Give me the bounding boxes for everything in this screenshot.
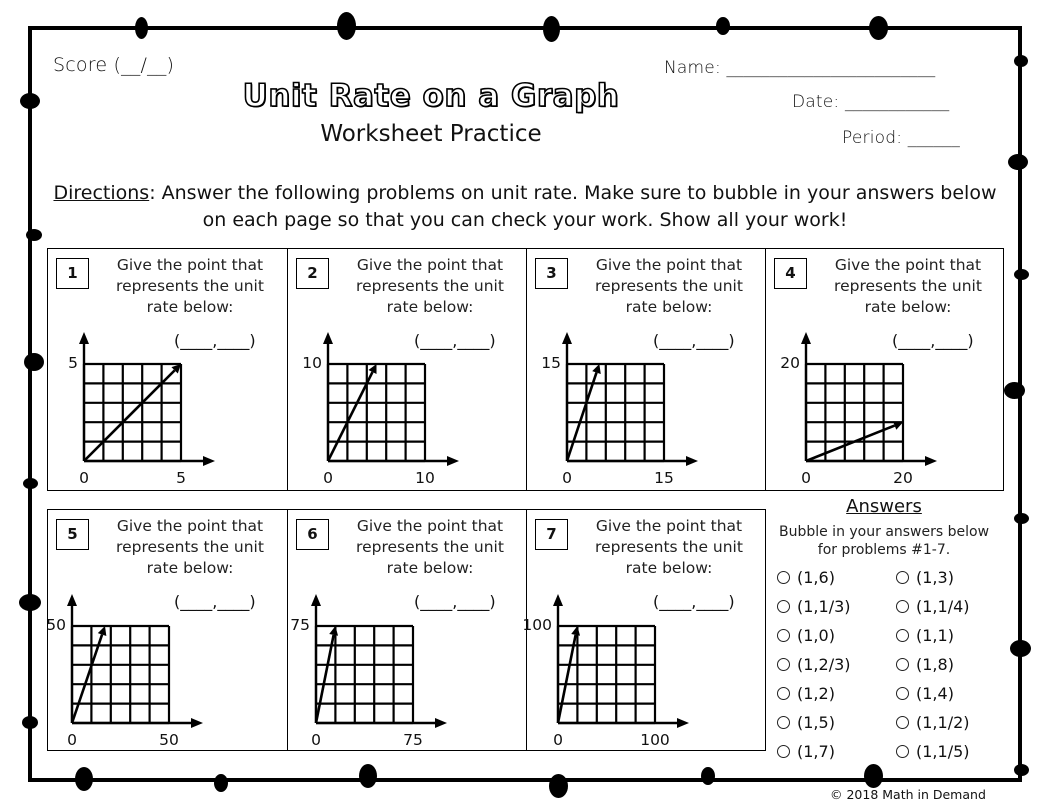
- problem-prompt: Give the point that represents the unit rate below:: [356, 517, 504, 577]
- border-dot-icon: [864, 764, 883, 788]
- y-axis-arrow-icon: [562, 332, 572, 344]
- problem-prompt: Give the point that represents the unit rate below:: [356, 256, 504, 316]
- problem-card-7: [522, 509, 766, 751]
- period-field[interactable]: Period: ______: [842, 128, 960, 148]
- problem-prompt: Give the point that represents the unit rate below:: [116, 517, 264, 577]
- answer-option-label: (1,1/3): [797, 597, 851, 616]
- directions-label: Directions: [53, 182, 150, 204]
- answer-option-label: (1,8): [916, 655, 954, 674]
- answer-option[interactable]: [777, 655, 851, 674]
- directions-text: : Answer the following problems on unit rate. Make sure to bubble in your answers below on each page so that you can check your work. Show all your work!: [149, 182, 997, 231]
- origin-label: 0: [801, 469, 811, 487]
- answer-blank[interactable]: (____,____): [653, 331, 735, 350]
- origin-label: 0: [67, 731, 77, 749]
- answer-option[interactable]: [896, 626, 954, 645]
- problem-card-6: [287, 509, 527, 751]
- answer-option-label: (1,1/5): [916, 742, 970, 761]
- answer-option[interactable]: [896, 713, 970, 732]
- coordinate-graph: [527, 510, 767, 752]
- answer-option-label: (1,3): [916, 568, 954, 587]
- bubble-radio-icon[interactable]: [777, 571, 790, 584]
- answer-option-label: (1,2): [797, 684, 835, 703]
- rate-line-arrow-icon: [98, 626, 107, 636]
- coordinate-graph: [48, 249, 289, 492]
- page-title: Unit Rate on a Graph: [242, 78, 620, 114]
- name-field[interactable]: Name: ________________________: [664, 58, 936, 78]
- border-dot-icon: [1008, 154, 1028, 170]
- answer-blank[interactable]: (____,____): [174, 331, 256, 350]
- y-max-label: 100: [522, 616, 552, 634]
- border-dot-icon: [869, 16, 888, 40]
- bubble-radio-icon[interactable]: [896, 687, 909, 700]
- problem-prompt: Give the point that represents the unit rate below:: [595, 517, 743, 577]
- x-max-label: 20: [893, 469, 913, 487]
- answer-option[interactable]: [777, 742, 835, 761]
- x-max-label: 100: [640, 731, 670, 749]
- bubble-radio-icon[interactable]: [777, 629, 790, 642]
- y-axis-arrow-icon: [79, 332, 89, 344]
- problem-number: 3: [535, 258, 568, 289]
- border-dot-icon: [20, 93, 40, 109]
- answer-option-label: (1,1): [916, 626, 954, 645]
- border-dot-icon: [337, 12, 356, 40]
- answers-title: Answers: [846, 496, 922, 517]
- x-max-label: 5: [176, 469, 186, 487]
- border-dot-icon: [135, 17, 148, 39]
- bubble-radio-icon[interactable]: [896, 571, 909, 584]
- border-dot-icon: [19, 594, 41, 611]
- bubble-radio-icon[interactable]: [777, 600, 790, 613]
- score-field[interactable]: Score (__/__): [53, 54, 175, 76]
- coordinate-graph: [766, 249, 1005, 492]
- border-dot-icon: [22, 716, 38, 729]
- answer-option[interactable]: [777, 568, 835, 587]
- y-max-label: 15: [541, 354, 561, 372]
- problem-card-3: [526, 248, 766, 491]
- border-dot-icon: [1014, 269, 1029, 280]
- origin-label: 0: [311, 731, 321, 749]
- answer-blank[interactable]: (____,____): [414, 592, 496, 611]
- answer-option-label: (1,5): [797, 713, 835, 732]
- bubble-radio-icon[interactable]: [896, 629, 909, 642]
- y-max-label: 5: [68, 354, 78, 372]
- y-max-label: 10: [302, 354, 322, 372]
- problem-prompt: Give the point that represents the unit rate below:: [834, 256, 982, 316]
- date-field[interactable]: Date: ____________: [792, 92, 950, 112]
- origin-label: 0: [79, 469, 89, 487]
- x-max-label: 15: [654, 469, 674, 487]
- copyright: © 2018 Math in Demand: [830, 787, 986, 802]
- answer-option[interactable]: [777, 713, 835, 732]
- answer-option[interactable]: [896, 568, 954, 587]
- problem-card-2: [287, 248, 527, 491]
- y-axis-arrow-icon: [323, 332, 333, 344]
- x-axis-arrow-icon: [677, 718, 689, 728]
- y-axis-arrow-icon: [801, 332, 811, 344]
- answer-option-label: (1,6): [797, 568, 835, 587]
- coordinate-graph: [288, 249, 528, 492]
- y-max-label: 75: [290, 616, 310, 634]
- border-dot-icon: [1014, 513, 1029, 524]
- y-max-label: 20: [780, 354, 800, 372]
- problem-prompt: Give the point that represents the unit rate below:: [595, 256, 743, 316]
- bubble-radio-icon[interactable]: [777, 687, 790, 700]
- x-axis-arrow-icon: [435, 718, 447, 728]
- problem-number: 2: [296, 258, 329, 289]
- directions: [40, 180, 1010, 234]
- bubble-radio-icon[interactable]: [896, 716, 909, 729]
- answer-option[interactable]: [896, 655, 954, 674]
- y-axis-arrow-icon: [311, 594, 321, 606]
- border-dot-icon: [1014, 764, 1029, 776]
- problem-number: 7: [535, 519, 568, 550]
- rate-line-arrow-icon: [329, 626, 338, 636]
- page-subtitle: Worksheet Practice: [320, 121, 542, 147]
- answer-option-label: (1,7): [797, 742, 835, 761]
- border-dot-icon: [701, 767, 715, 785]
- y-max-label: 50: [46, 616, 66, 634]
- border-dot-icon: [1004, 382, 1025, 399]
- x-max-label: 75: [403, 731, 423, 749]
- x-max-label: 10: [415, 469, 435, 487]
- x-axis-arrow-icon: [447, 456, 459, 466]
- answer-option[interactable]: [896, 597, 970, 616]
- answer-option-label: (1,1/2): [916, 713, 970, 732]
- border-dot-icon: [214, 774, 228, 792]
- x-axis-arrow-icon: [686, 456, 698, 466]
- answer-blank[interactable]: (____,____): [414, 331, 496, 350]
- y-axis-arrow-icon: [553, 594, 563, 606]
- border-dot-icon: [716, 17, 730, 35]
- coordinate-graph: [527, 249, 767, 492]
- answer-option[interactable]: [896, 684, 954, 703]
- problem-card-1: [47, 248, 288, 491]
- answer-blank[interactable]: (____,____): [892, 331, 974, 350]
- x-axis-arrow-icon: [925, 456, 937, 466]
- rate-line-arrow-icon: [592, 364, 601, 374]
- bubble-radio-icon[interactable]: [896, 745, 909, 758]
- border-dot-icon: [75, 767, 93, 791]
- answers-instructions: Bubble in your answers below for problems #1-7.: [778, 524, 990, 558]
- x-axis-arrow-icon: [191, 718, 203, 728]
- answer-blank[interactable]: (____,____): [174, 592, 256, 611]
- answer-option-label: (1,1/4): [916, 597, 970, 616]
- rate-line-arrow-icon: [571, 626, 580, 636]
- problem-number: 4: [774, 258, 807, 289]
- problem-number: 5: [56, 519, 89, 550]
- bubble-radio-icon[interactable]: [896, 658, 909, 671]
- answer-option[interactable]: [777, 684, 835, 703]
- problem-number: 1: [56, 258, 89, 289]
- border-dot-icon: [1010, 640, 1031, 657]
- border-dot-icon: [549, 774, 568, 798]
- problem-prompt: Give the point that represents the unit rate below:: [116, 256, 264, 316]
- border-dot-icon: [1014, 55, 1028, 67]
- answer-blank[interactable]: (____,____): [653, 592, 735, 611]
- answer-option[interactable]: [777, 626, 835, 645]
- answer-option[interactable]: [896, 742, 970, 761]
- origin-label: 0: [553, 731, 563, 749]
- bubble-radio-icon[interactable]: [777, 658, 790, 671]
- problem-card-5: [47, 509, 288, 751]
- y-axis-arrow-icon: [67, 594, 77, 606]
- problem-number: 6: [296, 519, 329, 550]
- border-dot-icon: [24, 353, 44, 371]
- coordinate-graph: [48, 510, 289, 752]
- answer-option-label: (1,2/3): [797, 655, 851, 674]
- border-dot-icon: [543, 16, 560, 42]
- answer-option[interactable]: [777, 597, 851, 616]
- answer-option-label: (1,0): [797, 626, 835, 645]
- origin-label: 0: [562, 469, 572, 487]
- problem-card-4: [765, 248, 1004, 491]
- coordinate-graph: [288, 510, 528, 752]
- bubble-radio-icon[interactable]: [896, 600, 909, 613]
- x-max-label: 50: [159, 731, 179, 749]
- border-dot-icon: [23, 478, 38, 489]
- bubble-radio-icon[interactable]: [777, 716, 790, 729]
- origin-label: 0: [323, 469, 333, 487]
- bubble-radio-icon[interactable]: [777, 745, 790, 758]
- x-axis-arrow-icon: [203, 456, 215, 466]
- answer-option-label: (1,4): [916, 684, 954, 703]
- border-dot-icon: [359, 764, 377, 788]
